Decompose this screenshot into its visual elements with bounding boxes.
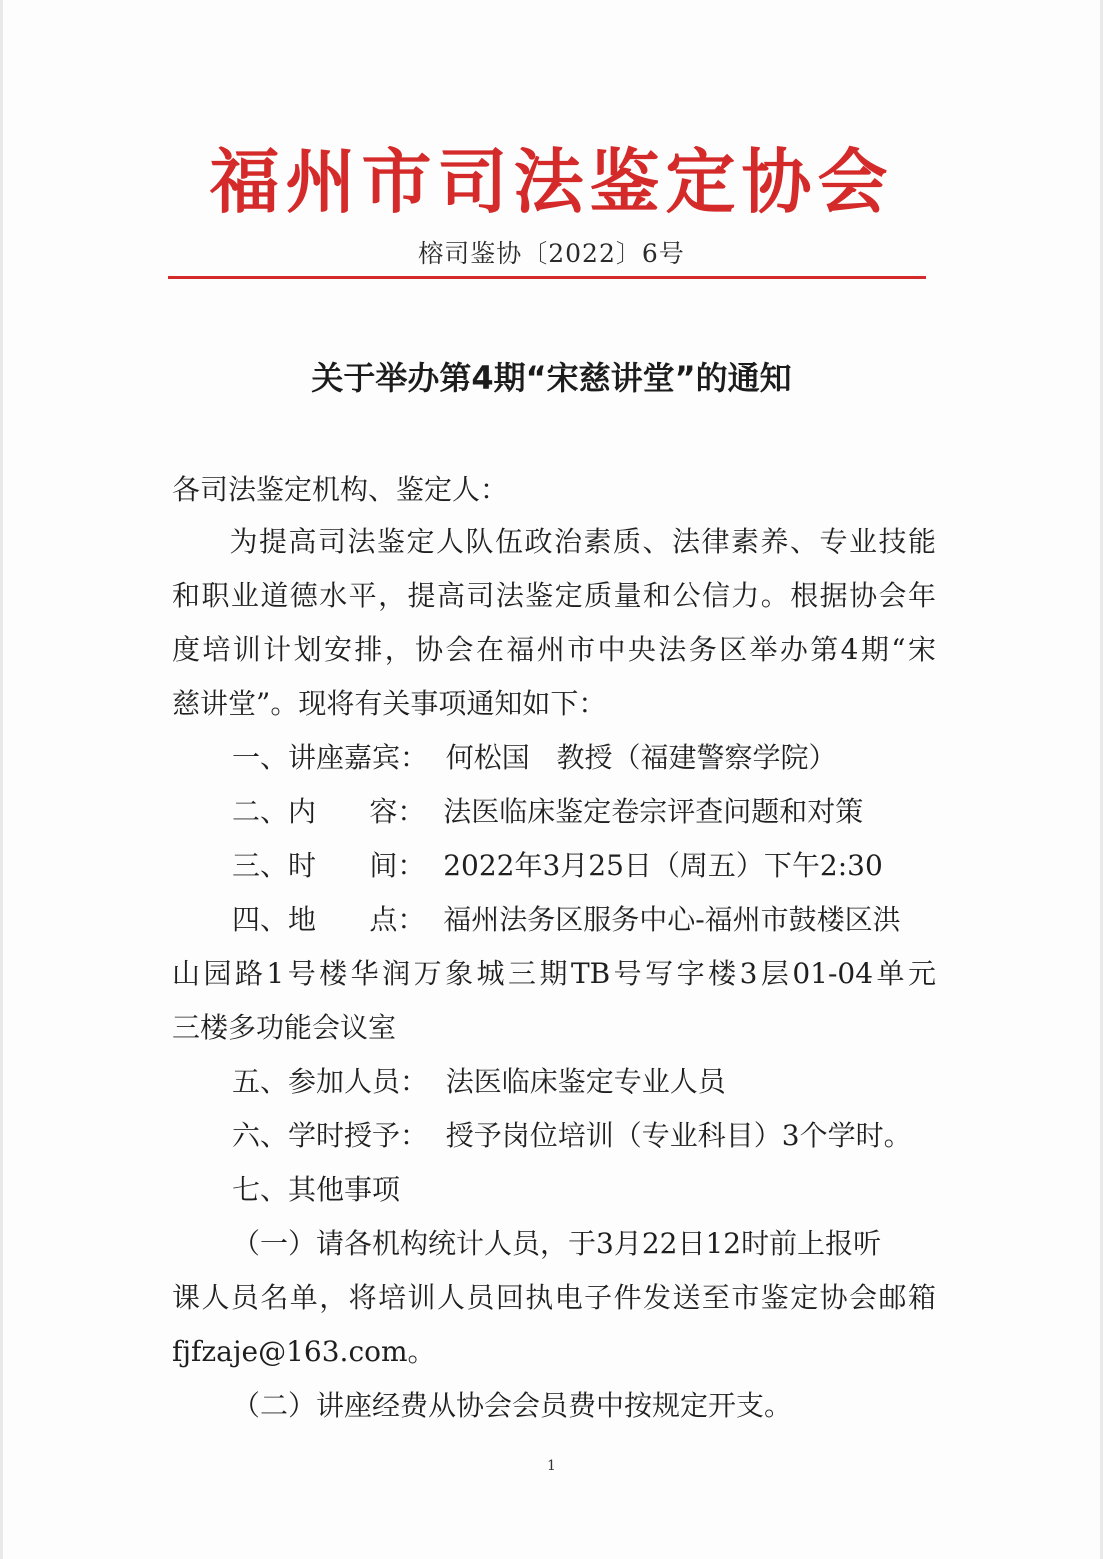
other-item-2: （二）讲座经费从协会会员费中按规定开支。 — [232, 1389, 793, 1422]
email-address: fjfzaje@163.com。 — [172, 1335, 436, 1368]
red-header-rule — [168, 276, 926, 279]
salutation: 各司法鉴定机构、鉴定人： — [172, 473, 509, 506]
item-location-line-2: 山园路1号楼华润万象城三期TB号写字楼3层01-04单元 — [172, 957, 936, 990]
other-item-1-line-2: 课人员名单，将培训人员回执电子件发送至市鉴定协会邮箱 — [172, 1281, 936, 1314]
document-number: 榕司鉴协〔2022〕6号 — [418, 239, 685, 268]
item-attendees: 五、参加人员： 法医临床鉴定专业人员 — [232, 1065, 726, 1098]
intro-line-1 — [172, 522, 936, 562]
item-other-matters: 七、其他事项 — [232, 1173, 401, 1206]
item-location-line-3: 三楼多功能会议室 — [172, 1011, 397, 1044]
item-location-line-1: 四、地 点： 福州法务区服务中心-福州市鼓楼区洪 — [232, 903, 901, 936]
item-time: 三、时 间： 2022年3月25日（周五）下午2:30 — [232, 849, 883, 882]
other-item-1-line-1: （一）请各机构统计人员，于3月22日12时前上报听 — [232, 1227, 882, 1260]
item-credit-hours: 六、学时授予： 授予岗位培训（专业科目）3个学时。 — [232, 1119, 912, 1152]
item-speaker: 一、讲座嘉宾： 何松国 教授（福建警察学院） — [232, 741, 837, 774]
intro-line-2: 和职业道德水平，提高司法鉴定质量和公信力。根据协会年 — [172, 579, 936, 612]
intro-line-3: 度培训计划安排，协会在福州市中央法务区举办第4期“宋 — [172, 633, 936, 666]
page-number: 1 — [547, 1458, 556, 1474]
notice-title: 关于举办第4期“宋慈讲堂”的通知 — [311, 359, 792, 397]
item-content: 二、内 容： 法医临床鉴定卷宗评查问题和对策 — [232, 795, 864, 828]
intro-line-4: 慈讲堂”。现将有关事项通知如下： — [172, 687, 607, 720]
organization-name: 福州市司法鉴定协会 — [209, 141, 894, 223]
scan-edge-left — [0, 0, 3, 1559]
intro-line-1-text: 为提高司法鉴定人队伍政治素质、法律素养、专业技能 — [228, 525, 936, 558]
